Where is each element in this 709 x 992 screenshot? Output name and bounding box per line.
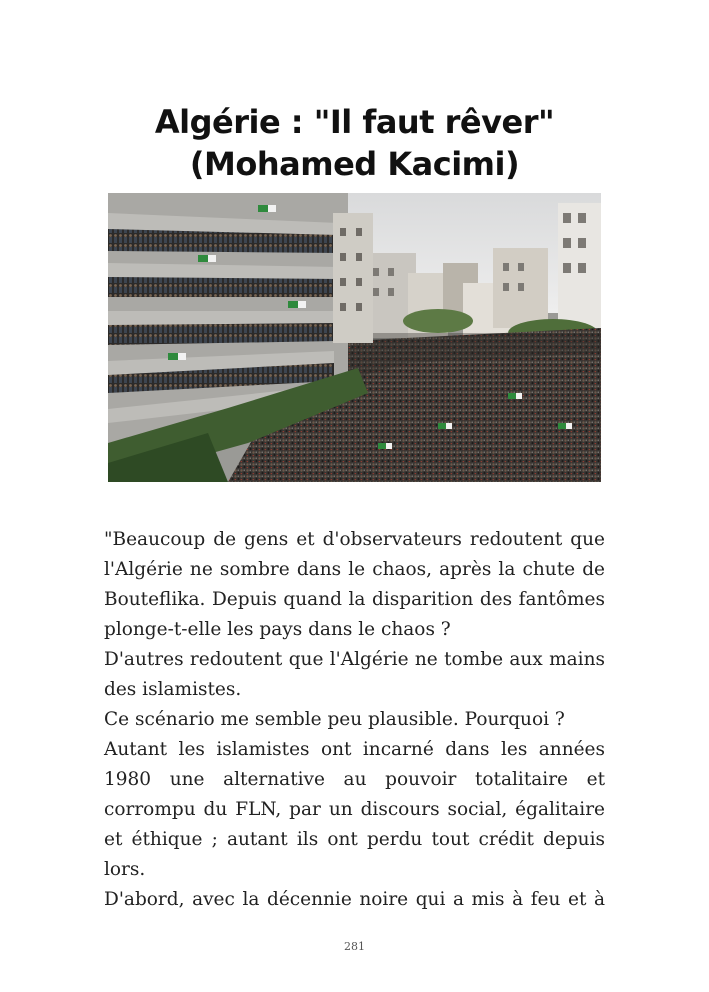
paragraph: "Beaucoup de gens et d'observateurs redoutent que l'Algérie ne sombre dans le chaos, après la chute de Bouteflika. Depuis quand la disparition des fantômes plonge-t-elle les pays dans le chaos ? — [104, 529, 605, 640]
title-line-1: Algérie : "Il faut rêver" — [154, 103, 555, 142]
protest-crowd-photo — [108, 193, 601, 482]
document-title — [60, 101, 649, 185]
article-body — [104, 525, 605, 915]
paragraph: D'autres redoutent que l'Algérie ne tombe aux mains des islamistes. — [104, 649, 605, 700]
title-line-2: (Mohamed Kacimi) — [189, 145, 520, 184]
paragraph: Autant les islamistes ont incarné dans les années 1980 une alternative au pouvoir totalitaire et corrompu du FLN, par un discours social, égalitaire et éthique ; autant ils ont perdu tout crédit depuis lors. — [104, 739, 605, 880]
page-number: 281 — [344, 940, 365, 953]
paragraph: Ce scénario me semble peu plausible. Pourquoi ? — [104, 709, 565, 730]
paragraph: D'abord, avec la décennie noire qui a mis à feu et à — [104, 889, 605, 910]
